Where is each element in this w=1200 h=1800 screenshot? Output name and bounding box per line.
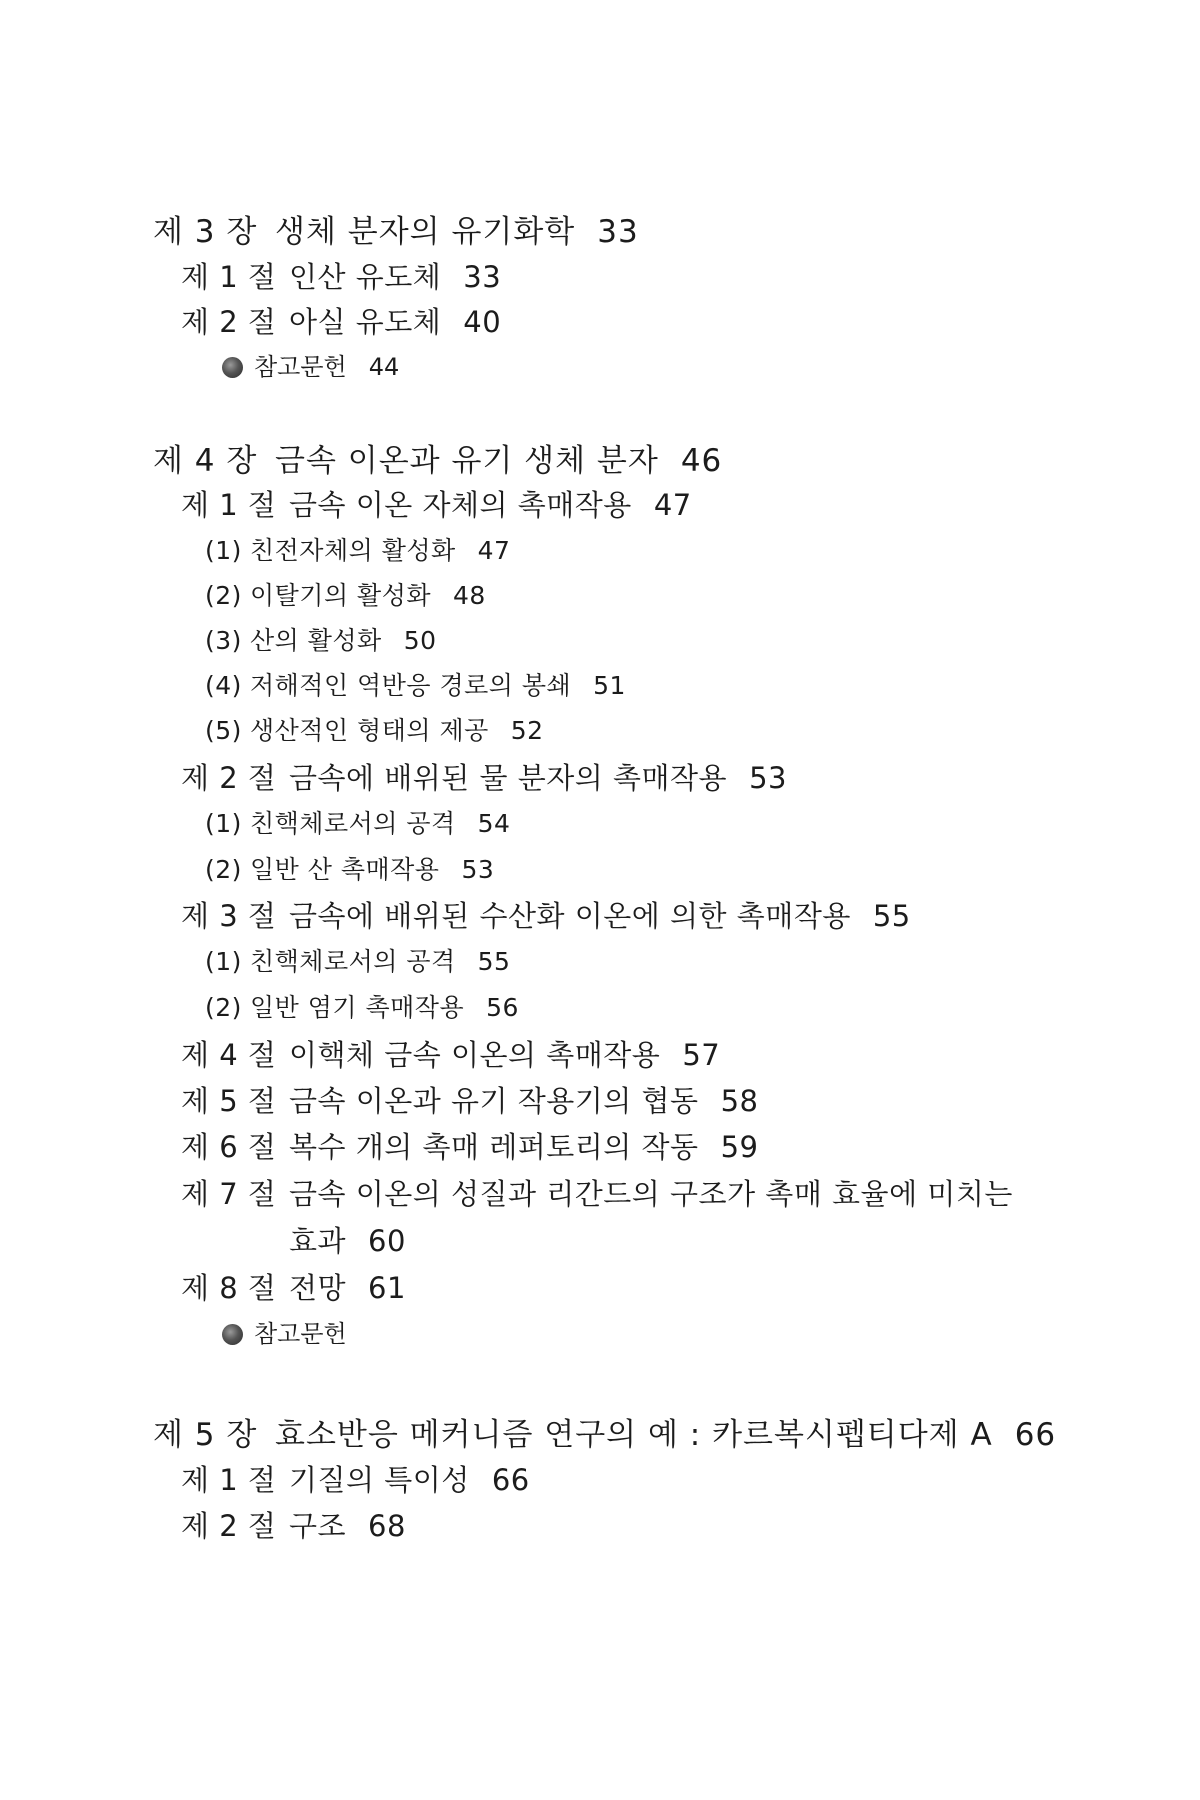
toc-chapter-3 — [153, 214, 639, 250]
item-title: 일반 염기 촉매작용 — [250, 993, 465, 1022]
section-label: 제 1 절 — [181, 488, 277, 522]
section-label: 제 2 절 — [181, 761, 277, 795]
item-number: (1) — [205, 536, 242, 565]
bullet-icon — [222, 357, 243, 378]
section-title: 금속에 배위된 수산화 이온에 의한 촉매작용 — [289, 899, 851, 933]
section-title: 금속에 배위된 물 분자의 촉매작용 — [289, 761, 728, 795]
chapter-label: 제 3 장 — [153, 214, 258, 250]
page-number: 60 — [368, 1224, 406, 1258]
toc-subsection — [205, 718, 544, 743]
section-title: 금속 이온 자체의 촉매작용 — [289, 488, 632, 522]
toc-references — [222, 1322, 347, 1346]
section-label: 제 6 절 — [181, 1130, 277, 1164]
section-title: 아실 유도체 — [289, 305, 442, 339]
toc-section — [181, 260, 502, 294]
toc-subsection — [205, 538, 510, 563]
page-number: 40 — [463, 305, 502, 339]
page-number: 33 — [463, 260, 502, 294]
page-number: 58 — [720, 1084, 759, 1118]
section-title: 이핵체 금속 이온의 촉매작용 — [289, 1038, 661, 1072]
toc-chapter-5 — [153, 1417, 1057, 1453]
references-title: 참고문헌 — [254, 353, 347, 381]
toc-section — [181, 1038, 721, 1072]
chapter-label: 제 5 장 — [153, 1417, 258, 1453]
toc-section — [181, 761, 787, 795]
item-title: 이탈기의 활성화 — [250, 581, 431, 610]
chapter-title: 금속 이온과 유기 생체 분자 — [275, 443, 659, 479]
chapter-title: 효소반응 메커니즘 연구의 예 : 카르복시펩티다제 A — [275, 1417, 993, 1453]
toc-references — [222, 355, 399, 379]
item-title: 저해적인 역반응 경로의 봉쇄 — [250, 671, 572, 700]
section-label: 제 8 절 — [181, 1271, 277, 1305]
section-title: 구조 — [289, 1509, 347, 1543]
section-title: 인산 유도체 — [289, 260, 442, 294]
page-number: 33 — [597, 214, 639, 250]
section-label: 제 1 절 — [181, 260, 277, 294]
page-number: 61 — [368, 1271, 406, 1305]
toc-section — [181, 1130, 759, 1164]
toc-section — [181, 305, 502, 339]
section-title: 금속 이온의 성질과 리간드의 구조가 촉매 효율에 미치는 — [289, 1177, 1013, 1211]
page-number: 55 — [872, 899, 911, 933]
toc-subsection — [205, 857, 494, 882]
page-number: 47 — [653, 488, 692, 522]
page-number: 46 — [680, 443, 723, 479]
item-title: 친전자체의 활성화 — [250, 536, 456, 565]
page-number: 68 — [368, 1509, 406, 1543]
section-label: 제 5 절 — [181, 1084, 277, 1118]
page-number: 48 — [453, 581, 486, 610]
page-number: 47 — [477, 536, 511, 565]
page-number: 50 — [403, 626, 437, 655]
page-number: 59 — [720, 1130, 759, 1164]
section-title: 금속 이온과 유기 작용기의 협동 — [289, 1084, 699, 1118]
page-number: 57 — [682, 1038, 721, 1072]
toc-section — [181, 1177, 1013, 1211]
toc-section — [181, 488, 692, 522]
toc-section — [181, 899, 911, 933]
page-number: 53 — [749, 761, 787, 795]
item-number: (2) — [205, 581, 242, 610]
section-title: 전망 — [289, 1271, 347, 1305]
toc-subsection — [205, 628, 437, 653]
item-title: 산의 활성화 — [250, 626, 382, 655]
page-number: 66 — [491, 1463, 530, 1497]
section-title-continued: 효과 — [289, 1224, 347, 1258]
section-label: 제 1 절 — [181, 1463, 277, 1497]
page-number: 55 — [477, 947, 511, 976]
toc-section — [181, 1084, 759, 1118]
item-number: (2) — [205, 993, 242, 1022]
toc-subsection — [205, 811, 510, 836]
item-number: (1) — [205, 947, 242, 976]
section-label: 제 7 절 — [181, 1177, 277, 1211]
toc-section — [181, 1271, 406, 1305]
toc-subsection — [205, 673, 626, 698]
section-title: 복수 개의 촉매 레퍼토리의 작동 — [289, 1130, 699, 1164]
item-number: (1) — [205, 809, 242, 838]
section-title: 기질의 특이성 — [289, 1463, 470, 1497]
page-number: 51 — [593, 671, 626, 700]
item-number: (3) — [205, 626, 242, 655]
section-label: 제 2 절 — [181, 1509, 277, 1543]
toc-subsection — [205, 995, 519, 1020]
page-number: 66 — [1014, 1417, 1057, 1453]
page-number: 44 — [368, 353, 400, 381]
toc-chapter-4 — [153, 443, 723, 479]
page-number: 54 — [477, 809, 511, 838]
item-number: (5) — [205, 716, 242, 745]
chapter-label: 제 4 장 — [153, 443, 258, 479]
bullet-icon — [222, 1324, 243, 1345]
section-label: 제 3 절 — [181, 899, 277, 933]
item-number: (4) — [205, 671, 242, 700]
toc-section — [181, 1509, 406, 1543]
toc-subsection — [205, 583, 486, 608]
page-number: 52 — [510, 716, 544, 745]
section-label: 제 2 절 — [181, 305, 277, 339]
item-title: 친핵체로서의 공격 — [250, 947, 456, 976]
item-title: 친핵체로서의 공격 — [250, 809, 456, 838]
item-title: 생산적인 형태의 제공 — [250, 716, 489, 745]
references-title: 참고문헌 — [254, 1320, 347, 1348]
page-number: 56 — [486, 993, 519, 1022]
chapter-title: 생체 분자의 유기화학 — [275, 214, 576, 250]
toc-subsection — [205, 949, 510, 974]
section-label: 제 4 절 — [181, 1038, 277, 1072]
item-number: (2) — [205, 855, 242, 884]
item-title: 일반 산 촉매작용 — [250, 855, 440, 884]
toc-section — [181, 1463, 530, 1497]
page-number: 53 — [461, 855, 495, 884]
toc-section-continuation — [289, 1224, 406, 1258]
